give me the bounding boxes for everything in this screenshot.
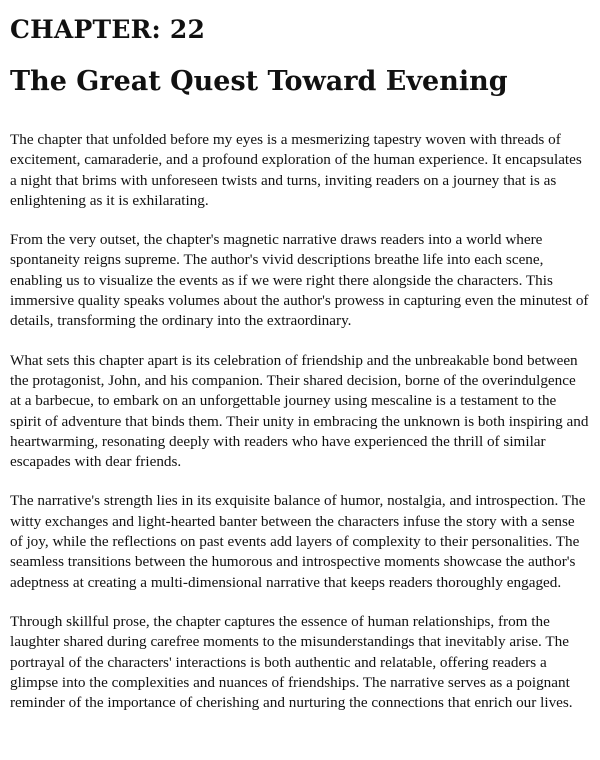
paragraph-1: The chapter that unfolded before my eyes is a mesmerizing tapestry woven with threads of excitement, camaraderie, and a profound exploration of the human experience. It encapsulates a night that brims with unforeseen twists and turns, inviting readers on a journey that is as enlightening as it is exhilarating. [10, 131, 582, 209]
chapter-title: The Great Quest Toward Evening [10, 66, 508, 97]
chapter-body [10, 130, 590, 713]
chapter-label: CHAPTER: 22 [10, 15, 206, 44]
paragraph-2: From the very outset, the chapter's magnetic narrative draws readers into a world where spontaneity reigns supreme. The author's vivid descriptions breathe life into each scene, enabling us to visualize the events as if we were right there alongside the characters. This immersive quality speaks volumes about the author's prowess in capturing even the minutest of details, transforming the ordinary into the extraordinary. [10, 231, 589, 330]
paragraph-4: The narrative's strength lies in its exquisite balance of humor, nostalgia, and introspection. The witty exchanges and light-hearted banter between the characters infuse the story with a sense of joy, while the reflections on past events add layers of complexity to their personalities. The seamless transitions between the humorous and introspective moments showcase the author's adeptness at creating a multi-dimensional narrative that keeps readers thoroughly engaged. [10, 492, 586, 591]
paragraph-5: Through skillful prose, the chapter captures the essence of human relationships, from the laughter shared during carefree moments to the misunderstandings that inevitably arise. The portrayal of the characters' interactions is both authentic and relatable, offering readers a glimpse into the complexities and nuances of friendships. The narrative serves as a poignant reminder of the importance of cherishing and nurturing the connections that enrich our lives. [10, 612, 573, 712]
paragraph-3: What sets this chapter apart is its celebration of friendship and the unbreakable bond between the protagonist, John, and his companion. Their shared decision, borne of the overindulgence at a barbecue, to embark on an unforgettable journey using mescaline is a testament to the spirit of adventure that binds them. Their unity in embracing the unknown is both inspiring and heartwarming, resonating deeply with readers who have experienced the thrill of similar escapades with dear friends. [10, 351, 589, 471]
